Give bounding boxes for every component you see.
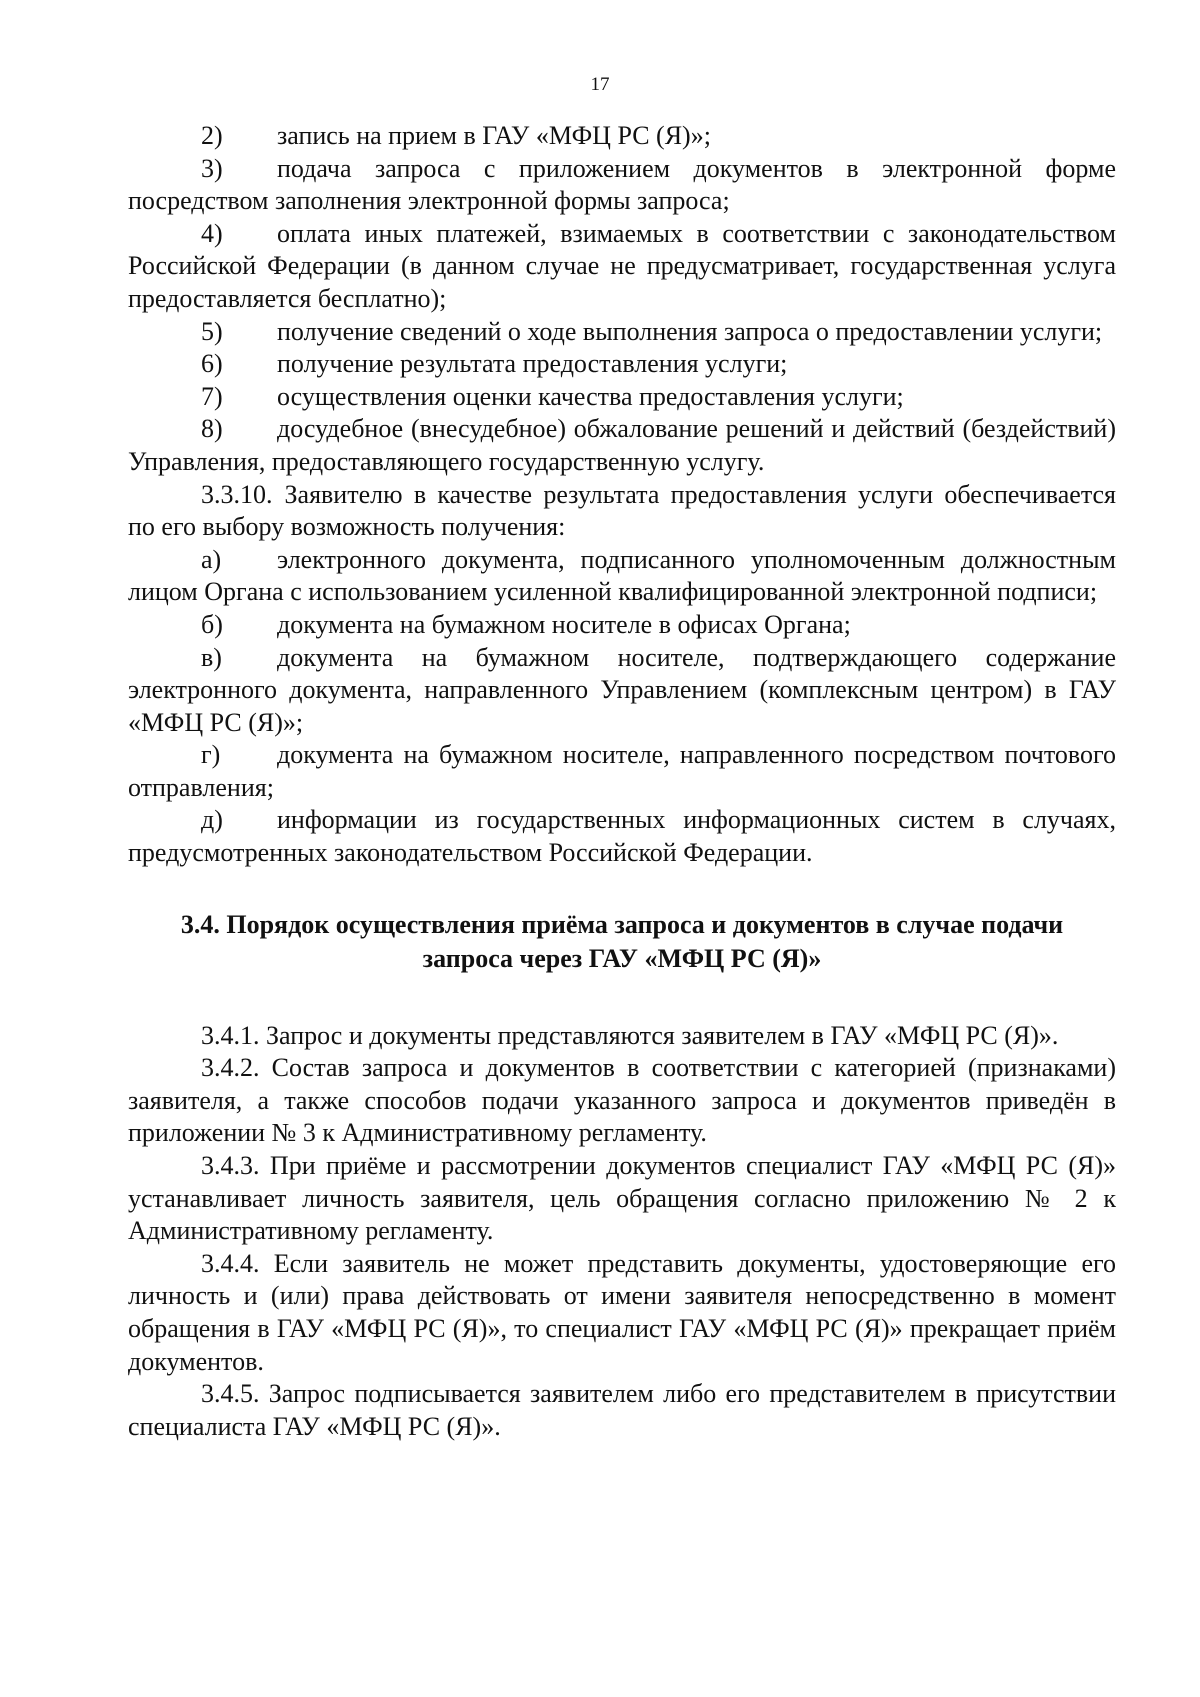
sub-item-text: документа на бумажном носителе в офисах Органа; [277,609,851,639]
list-item [128,120,1116,153]
clause-paragraph: 3.4.3. При приёме и рассмотрении документов специалист ГАУ «МФЦ РС (Я)» устанавливает личность заявителя, цель обращения согласно приложению № 2 к Административному регламенту. [128,1151,1116,1246]
page-number: 17 [590,74,610,95]
sub-item-marker: г) [201,740,221,770]
list-item-text: осуществления оценки качества предоставления услуги; [277,381,904,411]
list-item [128,413,1116,478]
sub-item-text: информации из государственных информационных систем в случаях, предусмотренных законодательством Российской Федерации. [128,805,1116,868]
sub-item-marker: б) [201,609,223,639]
clause-paragraph: 3.4.1. Запрос и документы представляются заявителем в ГАУ «МФЦ РС (Я)». [201,1020,1059,1050]
sub-item-text: документа на бумажном носителе, подтверждающего содержание электронного документа, направленного Управлением (комплексным центром) в ГАУ «МФЦ РС (Я)»; [128,642,1116,737]
sub-item-marker: д) [201,805,223,835]
list-item-text: запись на прием в ГАУ «МФЦ РС (Я)»; [277,121,711,150]
sub-item [128,804,1116,869]
list-marker: 6) [201,349,223,379]
clause-3-3-10 [128,479,1116,544]
document-body [128,120,1116,1443]
sub-item-text: электронного документа, подписанного уполномоченным должностным лицом Органа с использованием усиленной квалифицированной электронной подписи; [128,544,1116,607]
list-marker: 5) [201,316,223,346]
sub-item [128,609,1116,642]
list-marker: 3) [201,153,223,183]
sub-item [128,739,1116,804]
sub-item-text: документа на бумажном носителе, направленного посредством почтового отправления; [128,740,1116,802]
clause-paragraph: 3.4.4. Если заявитель не может представить документы, удостоверяющие его личность и (или) права действовать от имени заявителя непосредственно в момент обращения в ГАУ «МФЦ РС (Я)», то специалист ГАУ «МФЦ РС (Я)» прекращает приём документов. [128,1248,1116,1376]
list-item [128,381,1116,414]
clause-paragraph: 3.4.5. Запрос подписывается заявителем либо его представителем в присутствии специалиста ГАУ «МФЦ РС (Я)». [128,1379,1116,1441]
sub-item-marker: в) [201,642,222,672]
list-marker: 4) [201,218,223,248]
clause-text: Заявителю в качестве результата предоставления услуги обеспечивается по его выбору возможность получения: [128,479,1116,542]
list-marker: 8) [201,414,223,444]
section-title [128,908,1116,976]
sub-item [128,544,1116,609]
list-item [128,218,1116,316]
sub-item [128,642,1116,740]
list-item [128,348,1116,381]
list-item-text: досудебное (внесудебное) обжалование решений и действий (бездействий) Управления, предоставляющего государственную услугу. [128,414,1116,476]
list-marker: 7) [201,381,223,411]
sub-item-marker: а) [201,544,222,574]
list-item-text: подача запроса с приложением документов в электронной форме посредством заполнения электронной формы запроса; [128,153,1116,216]
list-item-text: получение сведений о ходе выполнения запроса о предоставлении услуги; [277,316,1103,346]
list-marker: 2) [201,121,223,150]
clause-number: 3.3.10. [201,479,273,509]
clause-paragraph: 3.4.2. Состав запроса и документов в соответствии с категорией (признаками) заявителя, а также способов подачи указанного запроса и документов приведён в приложении № 3 к Административному регламенту. [128,1053,1116,1148]
section-title-line: запроса через ГАУ «МФЦ РС (Я)» [422,943,822,973]
section-title-line: 3.4. Порядок осуществления приёма запроса и документов в случае подачи [180,909,1064,939]
list-item-text: получение результата предоставления услуги; [277,349,788,379]
list-item [128,316,1116,349]
list-item [128,153,1116,218]
list-item-text: оплата иных платежей, взимаемых в соответствии с законодательством Российской Федерации (в данном случае не предусматривает, государственная услуга предоставляется бесплатно); [128,218,1116,313]
